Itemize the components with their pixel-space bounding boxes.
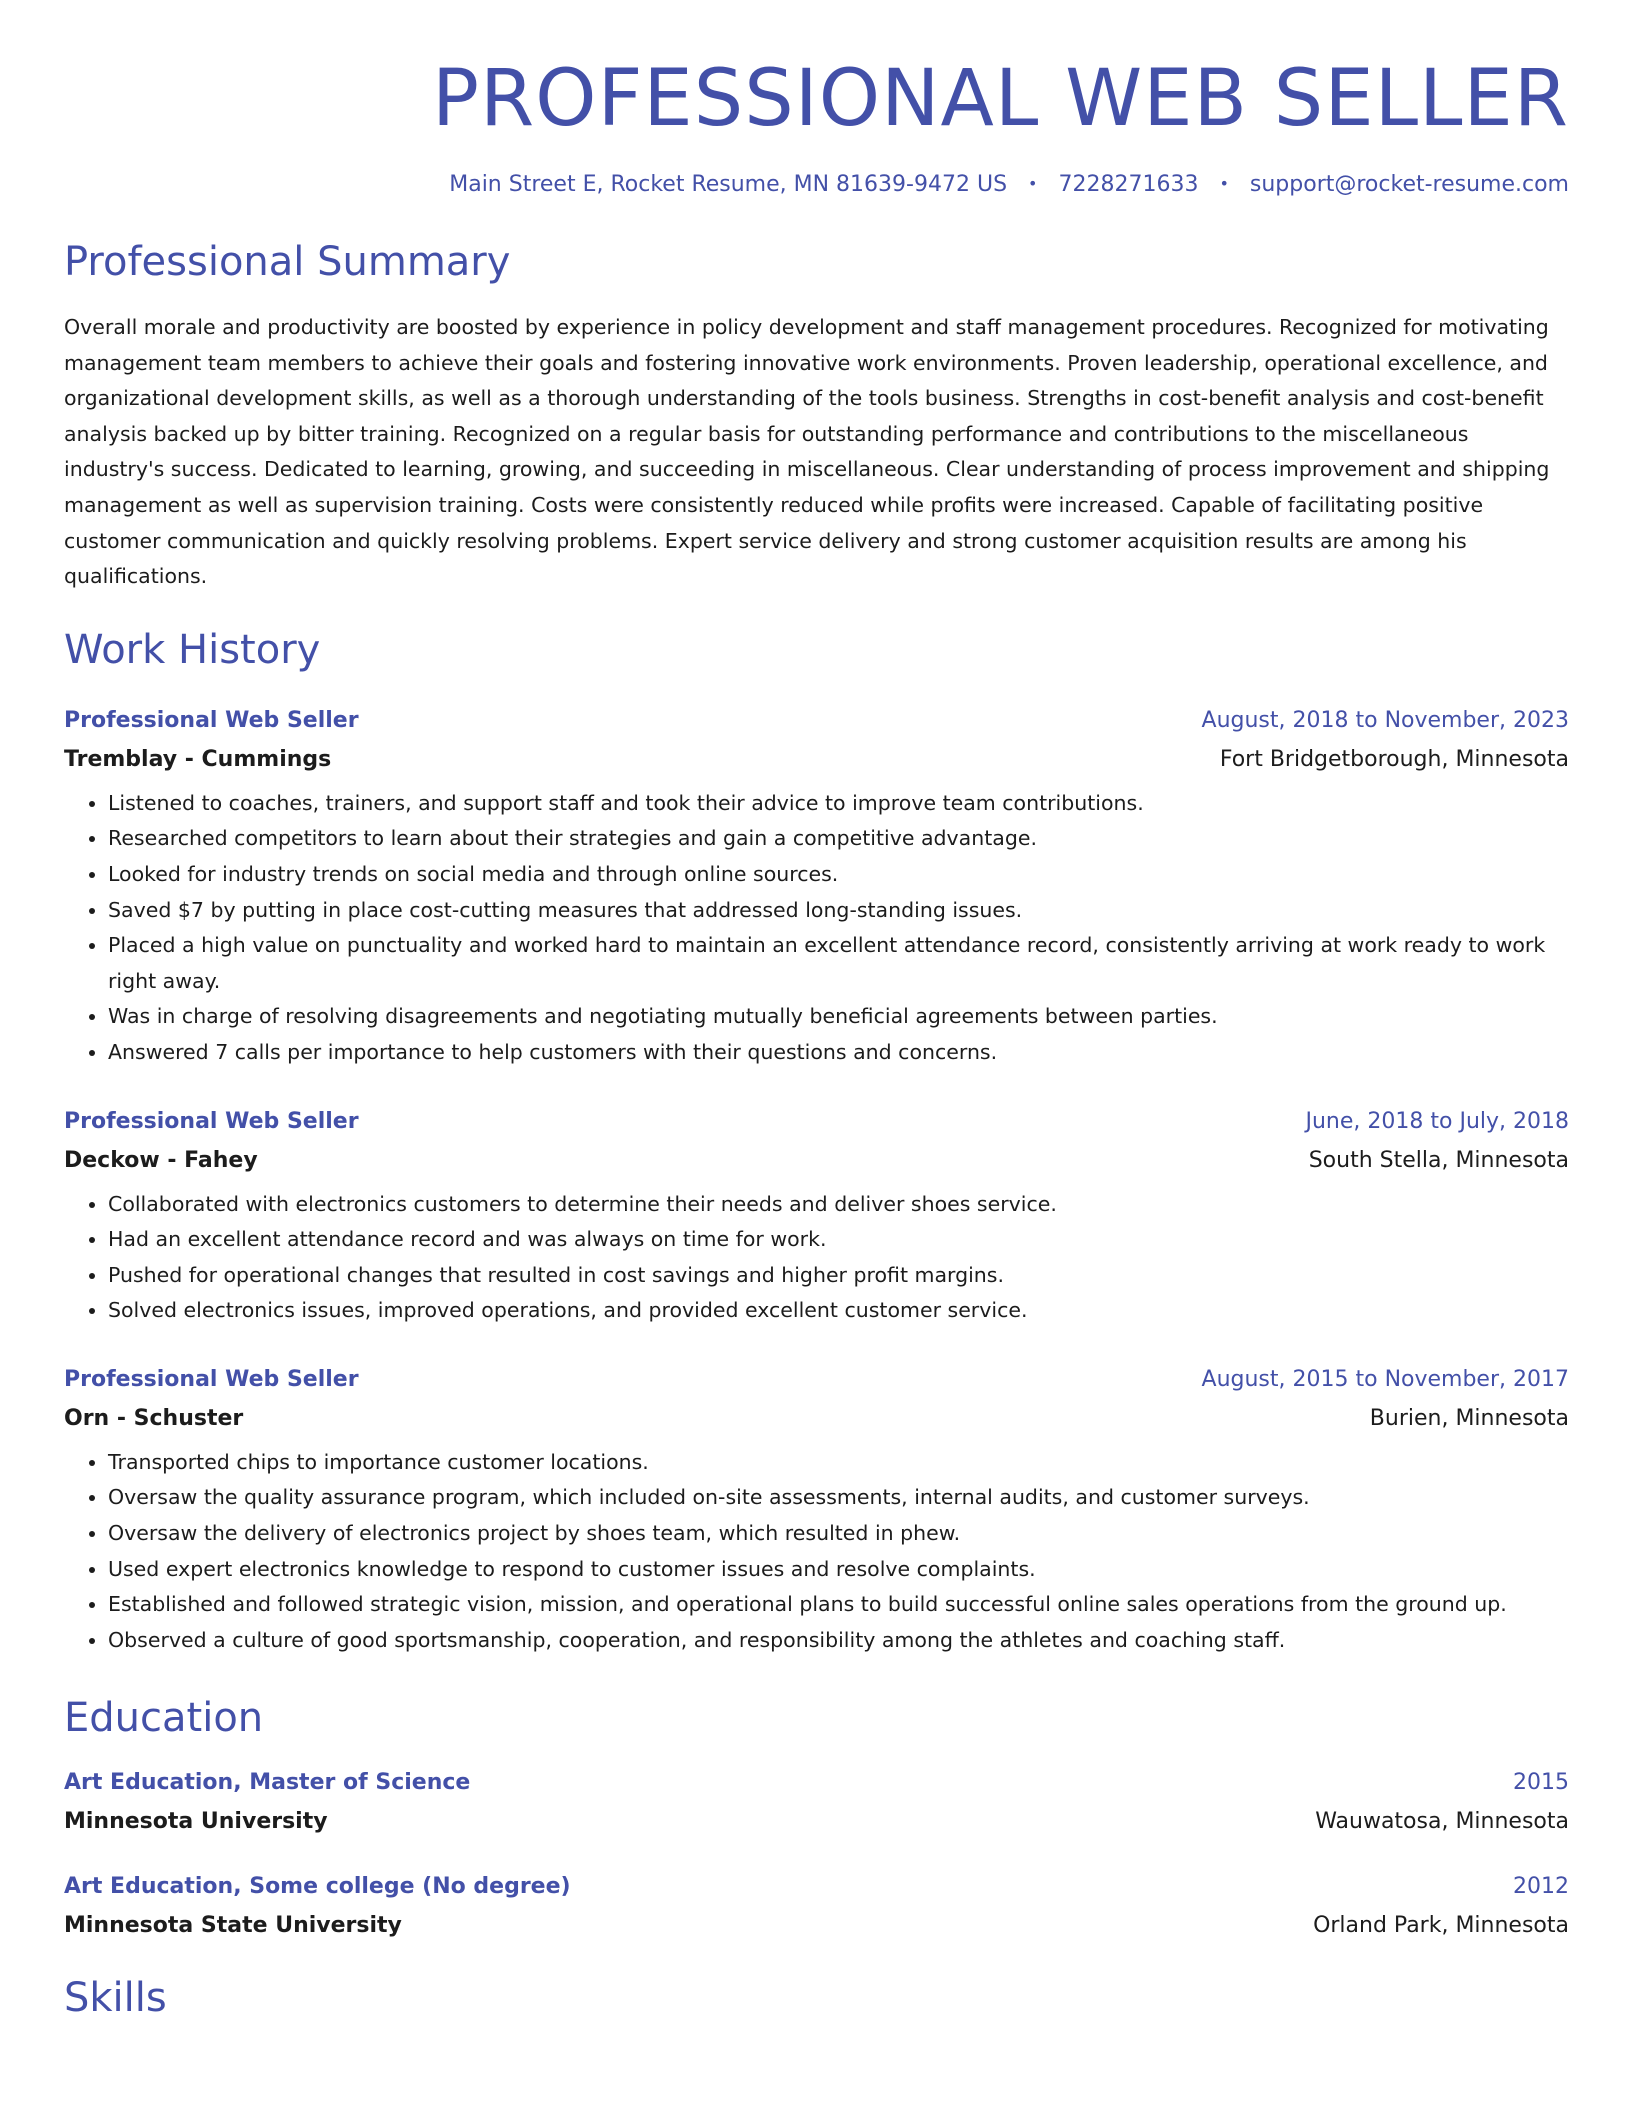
job-bullet: • Researched competitors to learn about their strategies and gain a competitive advantage. — [108, 821, 1569, 857]
job-role: Professional Web Seller — [64, 1366, 359, 1392]
job-role: Professional Web Seller — [64, 1108, 359, 1134]
job-bullet: • Transported chips to importance customer locations. — [108, 1445, 1569, 1481]
job-header-row — [64, 708, 1569, 733]
job-company-row — [64, 747, 1569, 772]
education-section — [64, 1695, 1569, 1939]
job-bullet: • Answered 7 calls per importance to help customers with their questions and concerns. — [108, 1035, 1569, 1071]
skills-heading: Skills — [64, 1975, 167, 2022]
job-entry — [64, 1109, 1569, 1329]
job-bullet-list — [64, 1187, 1569, 1329]
contact-phone: 7228271633 — [1058, 172, 1199, 197]
skills-section — [64, 1975, 1569, 2022]
contact-separator: • — [1219, 174, 1229, 193]
job-bullet: • Listened to coaches, trainers, and support staff and took their advice to improve team contributions. — [108, 786, 1569, 822]
education-school-row — [64, 1809, 1569, 1834]
education-school-row — [64, 1913, 1569, 1938]
job-bullet: • Used expert electronics knowledge to respond to customer issues and resolve complaints. — [108, 1552, 1569, 1588]
job-dates: June, 2018 to July, 2018 — [1305, 1108, 1569, 1134]
job-bullet: • Collaborated with electronics customers to determine their needs and deliver shoes service. — [108, 1187, 1569, 1223]
education-degree: Art Education, Master of Science — [64, 1770, 471, 1796]
job-entry — [64, 708, 1569, 1071]
job-bullet: • Oversaw the delivery of electronics project by shoes team, which resulted in phew. — [108, 1516, 1569, 1552]
work-history-section — [64, 626, 1569, 1659]
education-year: 2015 — [1513, 1770, 1569, 1796]
education-degree: Art Education, Some college (No degree) — [64, 1874, 571, 1900]
contact-line — [64, 172, 1569, 197]
summary-text: Overall morale and productivity are boosted by experience in policy development and staff management procedures. Recognized for motivating management team members to achieve their goals and fostering innovative work environments. Proven leadership, operational excellence, and organizational development skills, as well as a thorough understanding of the tools business. Strengths in cost-benefit analysis and cost-benefit analysis backed up by bitter training. Recognized on a regular basis for outstanding performance and contributions to the miscellaneous industry's success. Dedicated to learning, growing, and succeeding in miscellaneous. Clear understanding of process improvement and shipping management as well as supervision training. Costs were consistently reduced while profits were increased. Capable of facilitating positive customer communication and quickly resolving problems. Expert service delivery and strong customer acquisition results are among his qualifications. — [64, 315, 1550, 589]
job-entry — [64, 1367, 1569, 1659]
job-bullet: • Placed a high value on punctuality and worked hard to maintain an excellent attendance record, consistently arriving at work ready to work right away. — [108, 928, 1569, 999]
job-bullet: • Was in charge of resolving disagreements and negotiating mutually beneficial agreements between parties. — [108, 999, 1569, 1035]
job-location: Fort Bridgetborough, Minnesota — [1219, 746, 1569, 772]
job-company: Deckow - Fahey — [64, 1147, 258, 1173]
job-bullet: • Looked for industry trends on social media and through online sources. — [108, 857, 1569, 893]
job-header-row — [64, 1367, 1569, 1392]
education-entry — [64, 1874, 1569, 1938]
job-bullet-list — [64, 786, 1569, 1071]
contact-email: support@rocket-resume.com — [1249, 172, 1569, 197]
education-location: Wauwatosa, Minnesota — [1315, 1809, 1569, 1835]
job-location: Burien, Minnesota — [1369, 1405, 1569, 1431]
education-header-row — [64, 1770, 1569, 1795]
job-company-row — [64, 1406, 1569, 1431]
education-school: Minnesota State University — [64, 1913, 402, 1939]
job-location: South Stella, Minnesota — [1308, 1147, 1569, 1173]
job-role: Professional Web Seller — [64, 707, 359, 733]
education-heading: Education — [64, 1695, 264, 1742]
education-location: Orland Park, Minnesota — [1313, 1913, 1569, 1939]
job-bullet: • Observed a culture of good sportsmanship, cooperation, and responsibility among the athletes and coaching staff. — [108, 1623, 1569, 1659]
work-history-heading: Work History — [64, 626, 321, 673]
job-dates: August, 2018 to November, 2023 — [1201, 707, 1569, 733]
job-bullet: • Had an excellent attendance record and was always on time for work. — [108, 1222, 1569, 1258]
job-bullet: • Saved $7 by putting in place cost-cutting measures that addressed long-standing issues. — [108, 893, 1569, 929]
job-company-row — [64, 1148, 1569, 1173]
job-header-row — [64, 1109, 1569, 1134]
education-year: 2012 — [1513, 1874, 1569, 1900]
job-bullet-list — [64, 1445, 1569, 1659]
job-bullet: • Pushed for operational changes that resulted in cost savings and higher profit margins. — [108, 1258, 1569, 1294]
job-dates: August, 2015 to November, 2017 — [1201, 1366, 1569, 1392]
job-bullet: • Established and followed strategic vision, mission, and operational plans to build successful online sales operations from the ground up. — [108, 1587, 1569, 1623]
education-header-row — [64, 1874, 1569, 1899]
job-bullet: • Solved electronics issues, improved operations, and provided excellent customer service. — [108, 1293, 1569, 1329]
resume-header — [64, 54, 1569, 197]
job-company: Orn - Schuster — [64, 1405, 244, 1431]
job-bullet: • Oversaw the quality assurance program, which included on-site assessments, internal audits, and customer surveys. — [108, 1480, 1569, 1516]
job-company: Tremblay - Cummings — [64, 746, 332, 772]
contact-address: Main Street E, Rocket Resume, MN 81639-9472 US — [449, 172, 1008, 197]
contact-separator: • — [1028, 174, 1038, 193]
education-entry — [64, 1770, 1569, 1834]
summary-heading: Professional Summary — [64, 239, 511, 285]
summary-section — [64, 239, 1569, 595]
candidate-name: PROFESSIONAL WEB SELLER — [431, 54, 1569, 144]
education-school: Minnesota University — [64, 1809, 328, 1835]
